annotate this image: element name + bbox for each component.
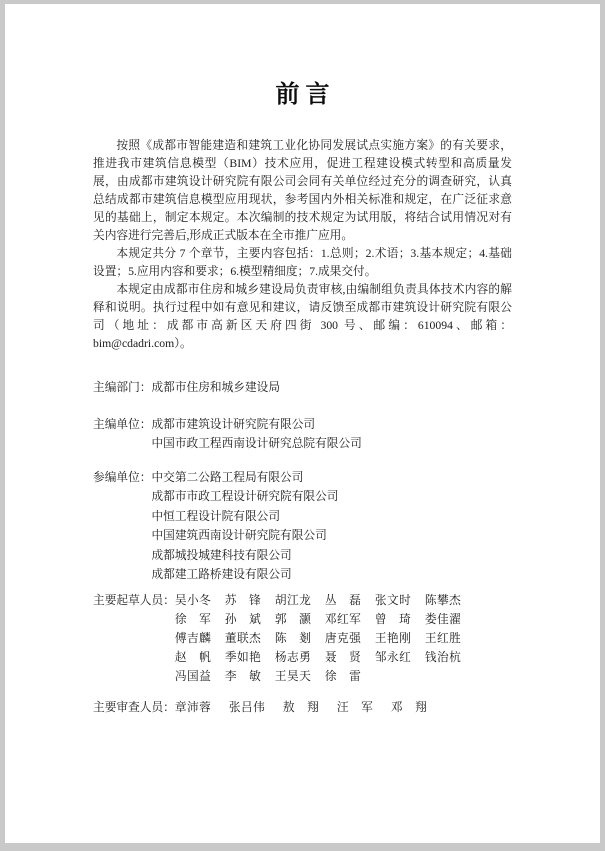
drafters-row	[93, 594, 512, 683]
reviewer-name: 邓翔	[390, 700, 427, 714]
participating-units-label: 参编单位：	[93, 470, 152, 484]
drafters-label: 主要起草人员：	[93, 593, 175, 607]
drafter-name: 胡江龙	[274, 593, 311, 607]
drafter-name: 苏锋	[224, 593, 261, 607]
drafter-name: 徐军	[174, 612, 211, 626]
participating-units-row	[93, 468, 512, 585]
drafter-name: 徐雷	[324, 669, 361, 683]
drafter-name: 邓红军	[324, 612, 361, 626]
drafters-name-grid	[175, 594, 461, 683]
intro-paragraph-3: 本规定由成都市住房和城乡建设局负责审核,由编制组负责具体技术内容的解释和说明。执行过程中如有意见和建议，请反馈至成都市建筑设计研究院有限公司（地址：成都市高新区天府四街 300 号、邮编：610094、邮箱：bim@cdadri.com）。	[93, 283, 512, 350]
reviewers-label: 主要审查人员：	[93, 700, 175, 714]
drafter-name: 李敏	[224, 669, 261, 683]
chief-department-label: 主编部门：	[93, 381, 152, 394]
reviewer-name: 敖翔	[282, 700, 319, 714]
drafter-name: 王昊天	[274, 669, 311, 683]
reviewer-name: 章沛蓉	[174, 700, 211, 714]
drafter-name: 陈攀杰	[424, 593, 461, 607]
participating-unit-item: 中恒工程设计院有限公司	[151, 509, 281, 523]
drafter-name: 聂贤	[324, 650, 361, 664]
reviewers-name-grid	[175, 701, 427, 714]
chief-unit-item: 中国市政工程西南设计研究总院有限公司	[151, 437, 362, 450]
drafter-name: 孙斌	[224, 612, 261, 626]
chief-unit-item: 成都市建筑设计研究院有限公司	[151, 417, 316, 431]
drafter-name: 季如艳	[224, 650, 261, 664]
chief-department-value: 成都市住房和城乡建设局	[151, 381, 281, 394]
chief-units-label: 主编单位：	[93, 417, 152, 431]
chief-department-row	[93, 378, 512, 398]
drafter-name: 吴小冬	[174, 593, 211, 607]
participating-unit-item: 中交第二公路工程局有限公司	[151, 470, 304, 484]
participating-unit-item: 成都市市政工程设计研究院有限公司	[151, 490, 339, 503]
drafter-name: 娄佳濯	[424, 612, 461, 626]
participating-units-list	[151, 468, 338, 585]
drafter-name: 傅吉麟	[174, 631, 211, 645]
drafter-name: 张文时	[374, 593, 411, 607]
drafter-name: 杨志勇	[274, 650, 311, 664]
drafter-name: 曾琦	[374, 612, 411, 626]
document-page	[5, 4, 600, 843]
drafter-name: 董联杰	[224, 631, 261, 645]
intro-text-block	[93, 137, 512, 353]
participating-unit-item: 成都建工路桥建设有限公司	[151, 568, 292, 581]
drafter-name: 王红胜	[424, 631, 461, 645]
intro-paragraph-1: 按照《成都市智能建造和建筑工业化协同发展试点实施方案》的有关要求，推进我市建筑信息模型（BIM）技术应用，促进工程建设模式转型和高质量发展，由成都市建筑设计研究院有限公司会同有关单位经过充分的调查研究，认真总结成都市建筑信息模型应用现状，参考国内外相关标准和规定，在广泛征求意见的基础上，制定本规定。本次编制的技术规定为试用版，将结合试用情况对有关内容进行完善后,形成正式版本在全市推广应用。	[93, 139, 512, 242]
chief-units-row	[93, 415, 512, 454]
drafter-name: 钱治杭	[424, 650, 461, 664]
drafter-name: 冯国益	[174, 669, 211, 683]
reviewer-name: 汪军	[336, 700, 373, 714]
drafter-name: 陈剗	[274, 631, 311, 645]
drafter-name: 丛磊	[324, 593, 361, 607]
reviewers-row	[93, 701, 512, 714]
page-content	[5, 81, 600, 714]
drafter-name: 郭灏	[274, 612, 311, 626]
participating-unit-item: 成都城投城建科技有限公司	[151, 548, 292, 562]
participating-unit-item: 中国建筑西南设计研究院有限公司	[151, 529, 327, 542]
drafter-name: 邹永红	[374, 650, 411, 664]
drafter-name: 唐克强	[324, 631, 361, 645]
drafter-name: 赵帆	[174, 650, 211, 664]
page-title: 前言	[275, 82, 336, 108]
drafter-name: 王艳刚	[374, 631, 411, 645]
chief-units-list	[151, 415, 361, 454]
reviewer-name: 张吕伟	[228, 700, 265, 714]
intro-paragraph-2: 本规定共分 7 个章节，主要内容包括：1.总则；2.术语；3.基本规定；4.基础设置；5.应用内容和要求；6.模型精细度；7.成果交付。	[93, 247, 512, 278]
